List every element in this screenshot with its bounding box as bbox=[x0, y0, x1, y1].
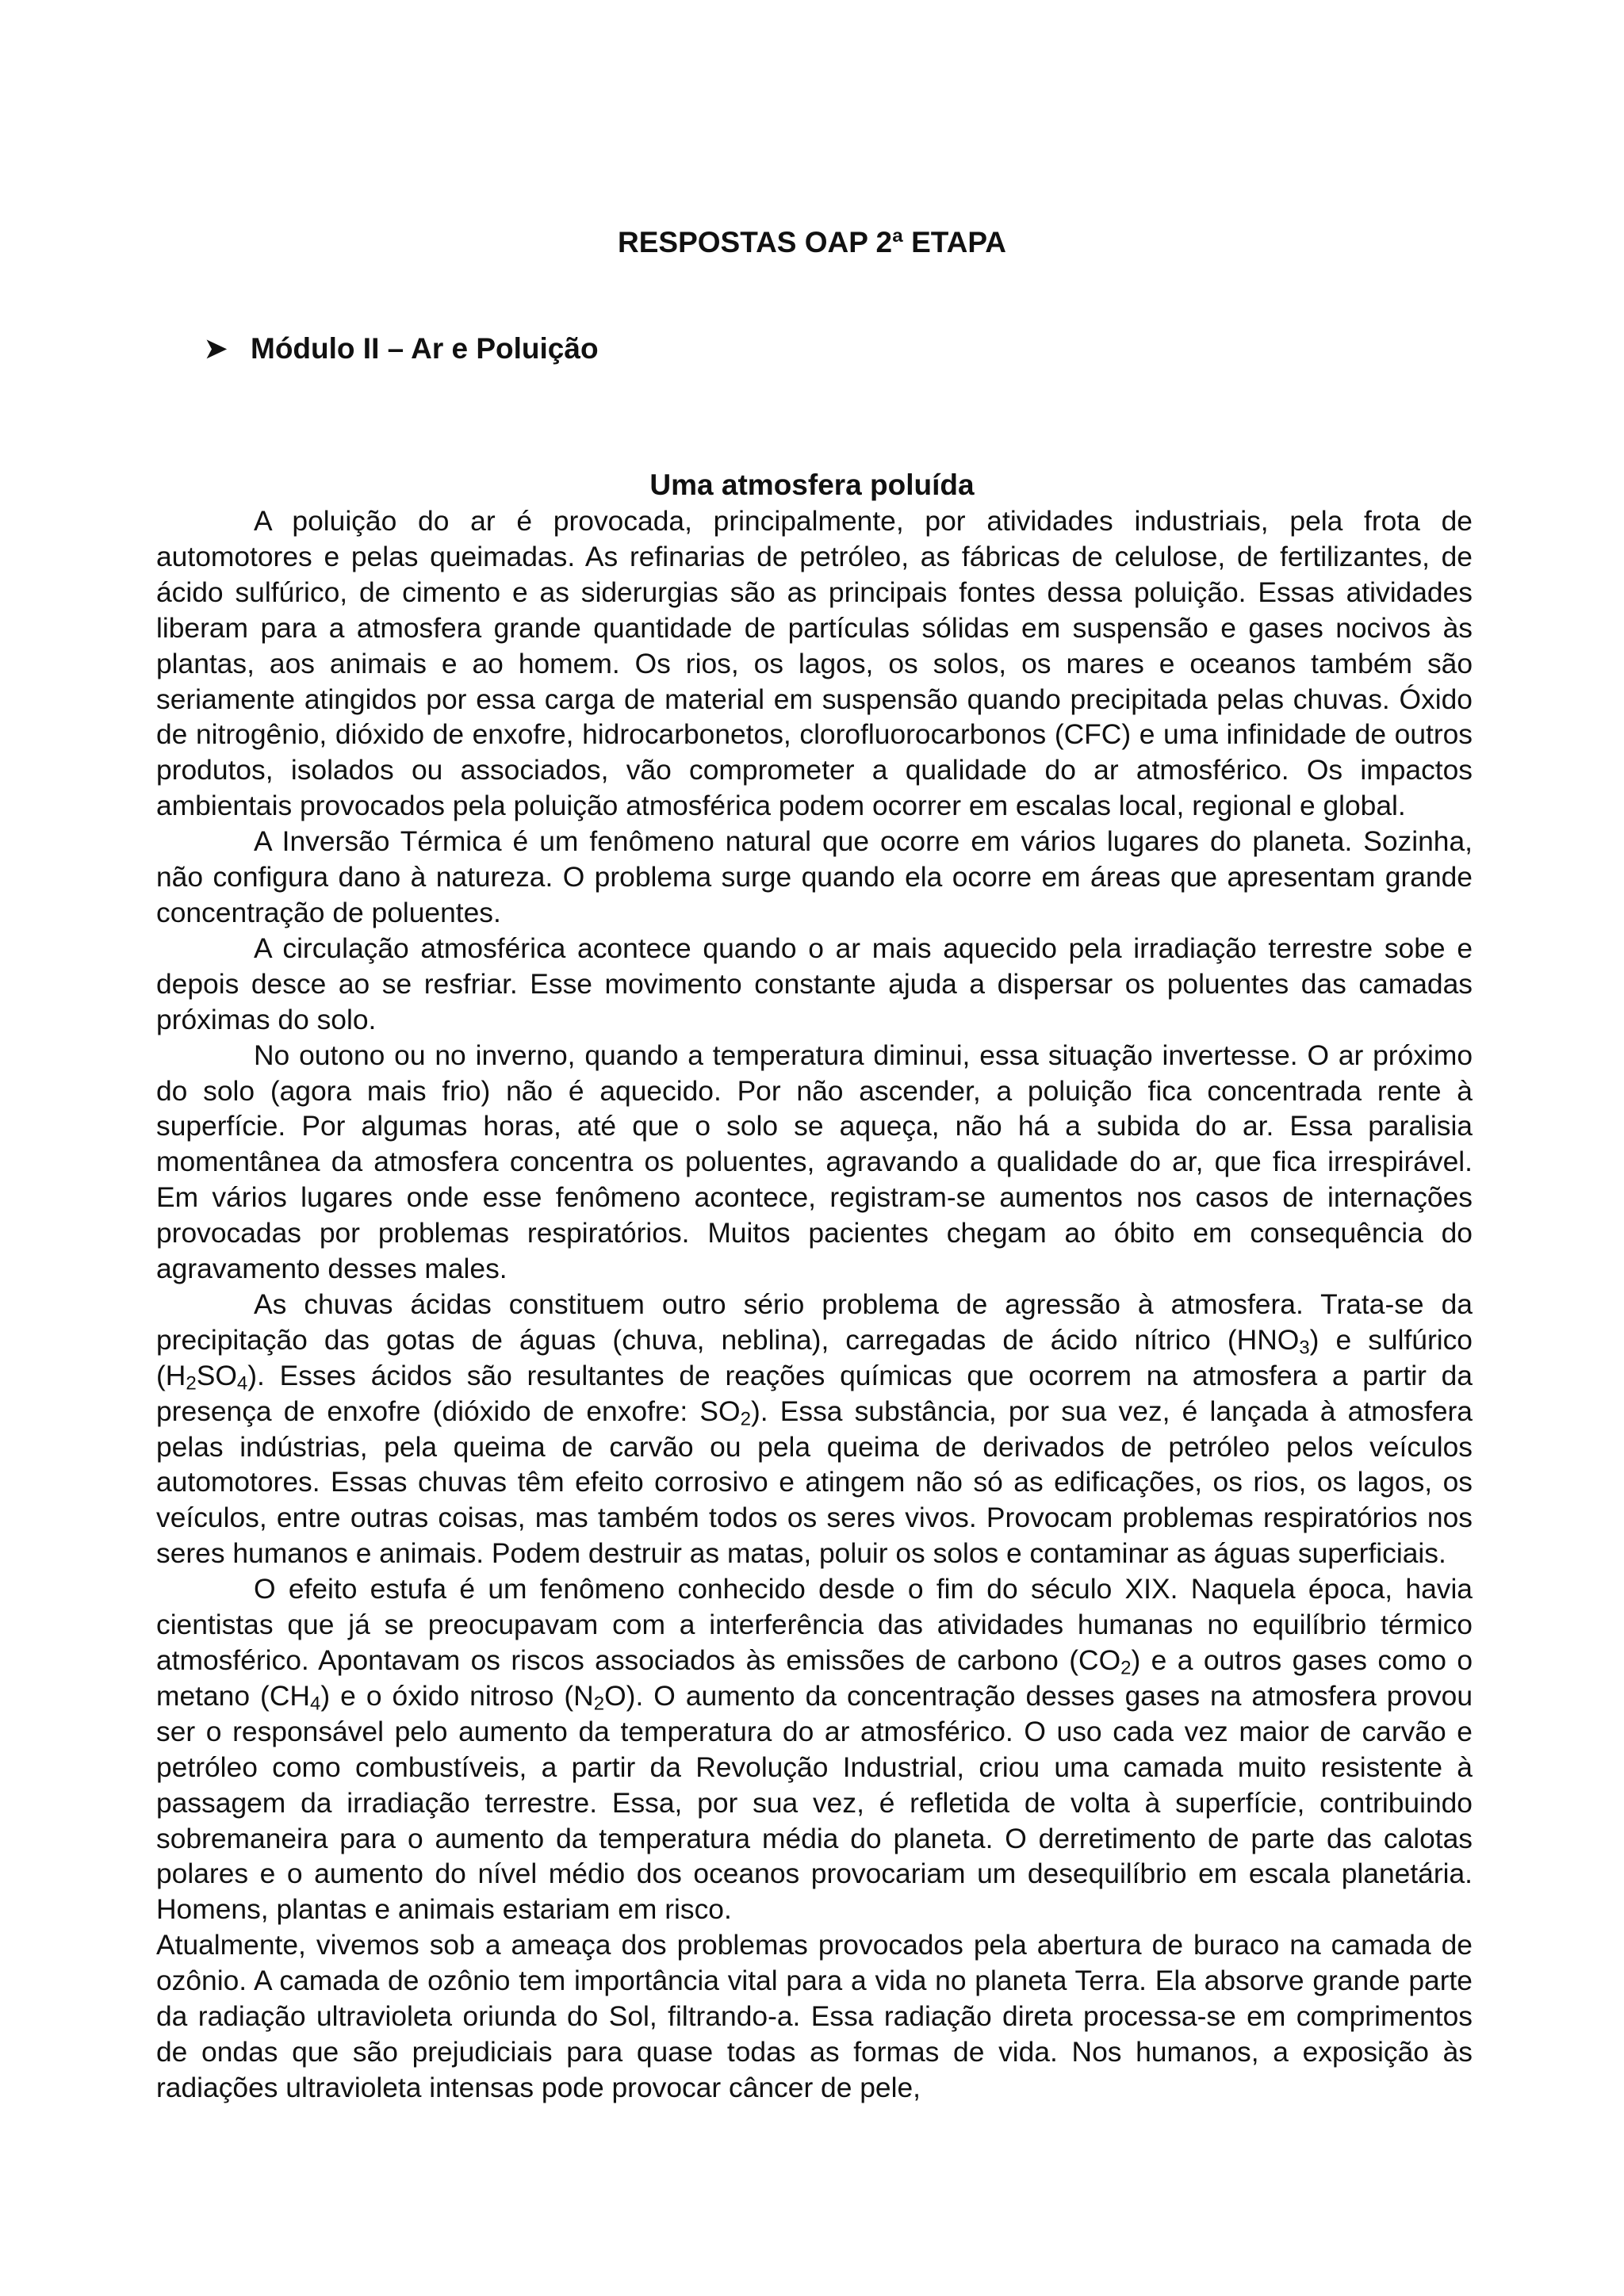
text-run: O). O aumento da concentração desses gases na atmosfera provou ser o responsável pelo aumento da temperatura do ar atmosférico. O uso cada vez maior de carvão e petróleo como combustíveis, a partir da Revolução Industrial, criou uma camada muito resistente à passagem da irradiação terrestre. Essa, por sua vez, é refletida de volta à superfície, contribuindo sobremaneira para o aumento da temperatura média do planeta. O derretimento de parte das calotas polares e o aumento do nível médio dos oceanos provocariam um desequilíbrio em escala planetária. Homens, plantas e animais estariam em risco. bbox=[156, 1679, 1473, 1926]
subscript: 4 bbox=[309, 1693, 321, 1715]
paragraph-air-pollution: A poluição do ar é provocada, principalmente, por atividades industriais, pela frota de automotores e pelas queimadas. As refinarias de petróleo, as fábricas de celulose, de fertilizantes, de ácido sulfúrico, de cimento e as siderurgias são as principais fontes dessa poluição. Essas atividades liberam para a atmosfera grande quantidade de partículas sólidas em suspensão e gases nocivos às plantas, aos animais e ao homem. Os rios, os lagos, os solos, os mares e oceanos também são seriamente atingidos por essa carga de material em suspensão quando precipitada pelas chuvas. Óxido de nitrogênio, dióxido de enxofre, hidrocarbonetos, clorofluorocarbonos (CFC) e uma infinidade de outros produtos, isolados ou associados, vão comprometer a qualidade do ar atmosférico. Os impactos ambientais provocados pela poluição atmosférica podem ocorrer em escalas local, regional e global. bbox=[156, 505, 1473, 822]
subscript: 2 bbox=[1120, 1657, 1132, 1679]
subscript: 2 bbox=[186, 1372, 197, 1395]
document-body bbox=[156, 503, 1473, 2106]
subscript: 4 bbox=[236, 1372, 248, 1395]
text-run: As chuvas ácidas constituem outro sério problema de agressão à atmosfera. Trata-se da precipitação das gotas de águas (chuva, neblina), carregadas de ácido nítrico (HNO bbox=[156, 1288, 1473, 1356]
section-title: Uma atmosfera poluída bbox=[649, 469, 975, 501]
arrowhead-bullet-icon: ➤ bbox=[205, 334, 228, 364]
paragraph-autumn-winter: No outono ou no inverno, quando a temperatura diminui, essa situação invertesse. O ar próximo do solo (agora mais frio) não é aquecido. Por não ascender, a poluição fica concentrada rente à superfície. Por algumas horas, até que o solo se aqueça, não há a subida do ar. Essa paralisia momentânea da atmosfera concentra os poluentes, agravando a qualidade do ar, que fica irrespirável. Em vários lugares onde esse fenômeno acontece, registram-se aumentos nos casos de internações provocadas por problemas respiratórios. Muitos pacientes chegam ao óbito em consequência do agravamento desses males. bbox=[156, 1039, 1473, 1285]
paragraph-ozone-layer: Atualmente, vivemos sob a ameaça dos problemas provocados pela abertura de buraco na camada de ozônio. A camada de ozônio tem importância vital para a vida no planeta Terra. Ela absorve grande parte da radiação ultravioleta oriunda do Sol, filtrando-a. Essa radiação direta processa-se em comprimentos de ondas que são prejudiciais para quase todas as formas de vida. Nos humanos, a exposição às radiações ultravioleta intensas pode provocar câncer de pele, bbox=[156, 1929, 1473, 2103]
text-run: ). Essa substância, por sua vez, é lançada à atmosfera pelas indústrias, pela queima de carvão ou pela queima de derivados de petróleo pelos veículos automotores. Essas chuvas têm efeito corrosivo e atingem não só as edificações, os rios, os lagos, os veículos, entre outras coisas, mas também todos os seres vivos. Provocam problemas respiratórios nos seres humanos e animais. Podem destruir as matas, poluir os solos e contaminar as águas superficiais. bbox=[156, 1395, 1473, 1570]
text-run: ) e o óxido nitroso (N bbox=[320, 1679, 594, 1712]
text-run: O efeito estufa é um fenômeno conhecido desde o fim do século XIX. Naquela época, havia cientistas que já se preocupavam com a interferência das atividades humanas no equilíbrio térmico atmosférico. Apontavam os riscos associados às emissões de carbono (CO bbox=[156, 1573, 1473, 1676]
text-run: ) e sulfúrico (H bbox=[156, 1323, 1473, 1391]
paragraph-acid-rain bbox=[156, 1287, 1473, 1571]
module-heading bbox=[205, 331, 599, 366]
paragraph-atmospheric-circulation: A circulação atmosférica acontece quando o ar mais aquecido pela irradiação terrestre sobe e depois desce ao se resfriar. Esse movimento constante ajuda a dispersar os poluentes das camadas próximas do solo. bbox=[156, 932, 1473, 1035]
paragraph-greenhouse-effect bbox=[156, 1571, 1473, 1927]
subscript: 3 bbox=[1299, 1337, 1310, 1359]
paragraph-thermal-inversion: A Inversão Térmica é um fenômeno natural que ocorre em vários lugares do planeta. Sozinha, não configura dano à natureza. O problema surge quando ela ocorre em áreas que apresentam grande concentração de poluentes. bbox=[156, 825, 1473, 928]
module-heading-text: Módulo II – Ar e Poluição bbox=[251, 332, 599, 365]
subscript: 2 bbox=[593, 1693, 605, 1715]
text-run: ) e a outros gases como o metano (CH bbox=[156, 1644, 1473, 1712]
subscript: 2 bbox=[740, 1407, 751, 1429]
document-title: RESPOSTAS OAP 2ª ETAPA bbox=[618, 226, 1006, 258]
text-run: ). Esses ácidos são resultantes de reações químicas que ocorrem na atmosfera a partir da presença de enxofre (dióxido de enxofre: SO bbox=[156, 1359, 1473, 1427]
text-run: SO bbox=[196, 1359, 237, 1391]
